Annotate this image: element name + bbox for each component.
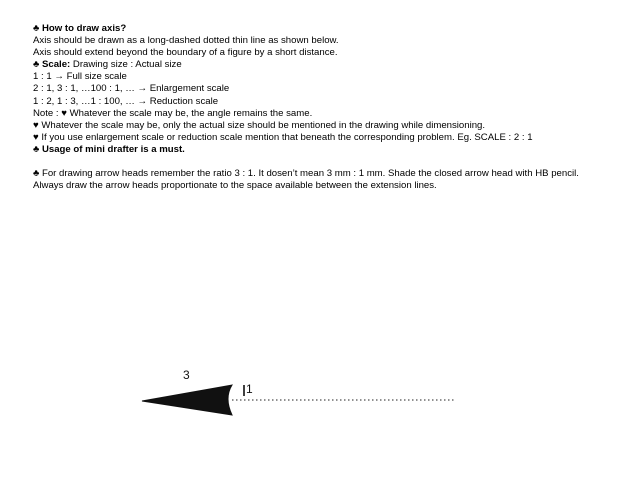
- scale-prefix: ♣: [33, 59, 42, 71]
- dimensioning-rule-line: ♥ Whatever the scale may be, only the actual size should be mentioned in the drawing while dimensioning.: [33, 119, 486, 131]
- arrow-head-figure: [0, 360, 638, 430]
- scale-mention-rule-line: ♥ If you use enlargement scale or reduction scale mention that beneath the corresponding problem. Eg. SCALE : 2 : 1: [33, 131, 533, 143]
- arrow-head-shape: [142, 385, 232, 415]
- full-size-scale-line: 1 : 1 → Full size scale: [33, 71, 127, 83]
- axis-heading: ♣ How to draw axis?: [33, 23, 127, 34]
- enlargement-scale-line: 2 : 1, 3 : 1, …100 : 1, … → Enlargement scale: [33, 83, 230, 95]
- mini-drafter-line: ♣ Usage of mini drafter is a must.: [33, 143, 185, 155]
- arrow-length-label: 3: [183, 368, 190, 382]
- axis-line-2: Axis should extend beyond the boundary of a figure by a short distance.: [33, 47, 338, 59]
- note-line: Note : ♥ Whatever the scale may be, the angle remains the same.: [33, 107, 313, 119]
- axis-line-1: Axis should be drawn as a long-dashed dotted thin line as shown below.: [33, 35, 339, 47]
- spacer: [33, 156, 605, 168]
- arrow-width-label: 1: [246, 382, 253, 396]
- arrow-head-drawing: [0, 360, 638, 430]
- reduction-scale-line: 1 : 2, 1 : 3, …1 : 100, … → Reduction scale: [33, 95, 219, 107]
- arrow-head-paragraph: ♣ For drawing arrow heads remember the ratio 3 : 1. It dosen’t mean 3 mm : 1 mm. Shade the closed arrow head with HB pencil. Always draw the arrow heads proportionate to the space available between the extension lines.: [33, 168, 579, 192]
- scale-line: [33, 59, 605, 71]
- notes-text-block: [33, 23, 605, 192]
- scale-label: Scale:: [41, 59, 71, 71]
- scale-definition: Drawing size : Actual size: [70, 59, 182, 71]
